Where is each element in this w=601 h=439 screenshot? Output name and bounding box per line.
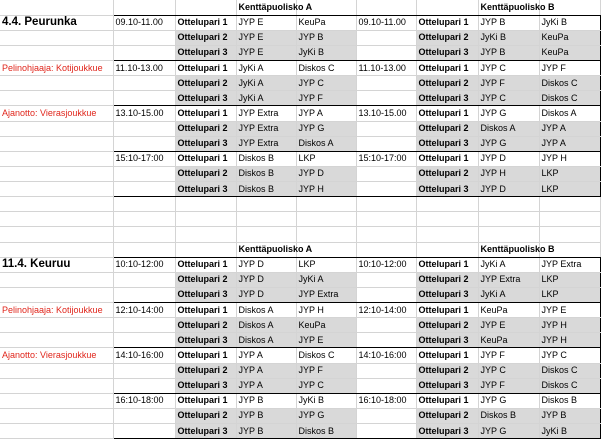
match-row xyxy=(0,424,600,439)
instructor-label: Pelinohjaaja: Kotijoukkue xyxy=(0,303,113,318)
match-pair-label: Ottelupari 1 xyxy=(416,348,478,363)
away-team: JyKi B xyxy=(539,15,600,30)
time-slot-a: 10:10-12:00 xyxy=(113,257,175,272)
match-row xyxy=(0,166,600,181)
match-pair-label: Ottelupari 1 xyxy=(175,151,236,166)
match-pair-label: Ottelupari 1 xyxy=(416,61,478,76)
empty-cell[interactable] xyxy=(478,227,539,242)
time-slot-b: 15:10-17:00 xyxy=(356,151,416,166)
empty-cell[interactable] xyxy=(236,197,296,212)
away-team: JYP A xyxy=(296,106,356,121)
empty-row xyxy=(0,197,600,212)
match-pair-label: Ottelupari 1 xyxy=(416,257,478,272)
field-b-header: Kenttäpuolisko B xyxy=(478,0,539,15)
empty-cell[interactable] xyxy=(416,0,478,15)
away-team: JYP G xyxy=(296,408,356,423)
home-team: KeuPa xyxy=(478,333,539,348)
away-team: JYP A xyxy=(539,136,600,151)
empty-cell xyxy=(356,378,416,393)
home-team: KeuPa xyxy=(478,303,539,318)
match-row xyxy=(0,257,600,272)
away-team: LKP xyxy=(296,151,356,166)
empty-cell[interactable] xyxy=(236,212,296,227)
empty-cell xyxy=(0,287,113,302)
empty-cell xyxy=(113,30,175,45)
match-pair-label: Ottelupari 3 xyxy=(175,136,236,151)
match-pair-label: Ottelupari 2 xyxy=(416,408,478,423)
time-slot-a: 14:10-16:00 xyxy=(113,348,175,363)
empty-cell[interactable] xyxy=(478,197,539,212)
empty-cell xyxy=(0,151,113,166)
match-row xyxy=(0,318,600,333)
match-pair-label: Ottelupari 1 xyxy=(175,106,236,121)
empty-cell[interactable] xyxy=(356,212,416,227)
home-team: JYP Extra xyxy=(236,136,296,151)
match-row xyxy=(0,363,600,378)
empty-cell xyxy=(113,136,175,151)
match-pair-label: Ottelupari 3 xyxy=(416,424,478,439)
empty-cell[interactable] xyxy=(356,0,416,15)
empty-cell[interactable] xyxy=(539,212,600,227)
empty-cell[interactable] xyxy=(0,197,113,212)
empty-cell xyxy=(356,287,416,302)
time-slot-a: 12:10-14:00 xyxy=(113,303,175,318)
match-pair-label: Ottelupari 2 xyxy=(416,166,478,181)
match-pair-label: Ottelupari 1 xyxy=(416,151,478,166)
match-row xyxy=(0,408,600,423)
away-team: Diskos B xyxy=(539,393,600,408)
home-team: JYP H xyxy=(478,166,539,181)
empty-cell[interactable] xyxy=(175,0,236,15)
empty-row xyxy=(0,227,600,242)
match-pair-label: Ottelupari 3 xyxy=(175,333,236,348)
match-pair-label: Ottelupari 2 xyxy=(416,30,478,45)
away-team: JYP G xyxy=(296,121,356,136)
empty-cell xyxy=(113,121,175,136)
match-pair-label: Ottelupari 1 xyxy=(175,61,236,76)
away-team: KeuPa xyxy=(539,45,600,60)
match-pair-label: Ottelupari 1 xyxy=(416,303,478,318)
match-row xyxy=(0,45,600,60)
empty-cell xyxy=(113,333,175,348)
match-pair-label: Ottelupari 3 xyxy=(175,182,236,197)
home-team: JYP G xyxy=(478,393,539,408)
empty-cell xyxy=(356,182,416,197)
away-team: Diskos A xyxy=(296,136,356,151)
home-team: JYP D xyxy=(478,151,539,166)
away-team: KeuPa xyxy=(296,318,356,333)
empty-cell[interactable] xyxy=(356,242,416,257)
empty-cell[interactable] xyxy=(0,242,113,257)
match-row xyxy=(0,106,600,121)
empty-cell[interactable] xyxy=(478,212,539,227)
away-team: JYP B xyxy=(539,408,600,423)
away-team: Diskos B xyxy=(296,424,356,439)
away-team: JYP C xyxy=(296,378,356,393)
home-team: JYP E xyxy=(236,15,296,30)
match-pair-label: Ottelupari 2 xyxy=(175,408,236,423)
empty-cell xyxy=(0,136,113,151)
empty-cell[interactable] xyxy=(113,227,175,242)
empty-cell xyxy=(356,408,416,423)
home-team: JYP G xyxy=(478,136,539,151)
home-team: JyKi A xyxy=(478,257,539,272)
empty-row xyxy=(0,212,600,227)
empty-cell xyxy=(0,76,113,91)
home-team: JYP E xyxy=(236,45,296,60)
match-pair-label: Ottelupari 3 xyxy=(416,333,478,348)
match-pair-label: Ottelupari 1 xyxy=(416,15,478,30)
empty-cell xyxy=(356,424,416,439)
match-row xyxy=(0,333,600,348)
time-slot-b: 14:10-16:00 xyxy=(356,348,416,363)
away-team: JYP F xyxy=(296,363,356,378)
empty-cell xyxy=(0,363,113,378)
empty-cell xyxy=(113,45,175,60)
empty-cell xyxy=(0,30,113,45)
away-team: Diskos C xyxy=(539,76,600,91)
empty-cell xyxy=(0,272,113,287)
empty-cell[interactable] xyxy=(416,197,478,212)
away-team: Diskos C xyxy=(539,378,600,393)
match-row xyxy=(0,121,600,136)
home-team: Diskos A xyxy=(236,303,296,318)
field-header-row xyxy=(0,0,600,15)
empty-cell xyxy=(0,182,113,197)
home-team: JYP G xyxy=(478,106,539,121)
empty-cell[interactable] xyxy=(356,197,416,212)
match-pair-label: Ottelupari 1 xyxy=(416,393,478,408)
empty-cell xyxy=(0,378,113,393)
match-row xyxy=(0,393,600,408)
away-team: Diskos C xyxy=(296,61,356,76)
empty-cell[interactable] xyxy=(539,197,600,212)
match-pair-label: Ottelupari 1 xyxy=(175,303,236,318)
away-team: JYP Extra xyxy=(296,287,356,302)
away-team: Diskos A xyxy=(539,106,600,121)
match-pair-label: Ottelupari 3 xyxy=(416,378,478,393)
home-team: JYP C xyxy=(478,91,539,106)
away-team: JYP Extra xyxy=(539,257,600,272)
away-team: JyKi B xyxy=(539,424,600,439)
section-title: 11.4. Keuruu xyxy=(0,257,113,272)
empty-cell[interactable] xyxy=(296,227,356,242)
home-team: JYP Extra xyxy=(236,106,296,121)
match-row xyxy=(0,303,600,318)
match-pair-label: Ottelupari 2 xyxy=(175,76,236,91)
home-team: JYP B xyxy=(478,15,539,30)
empty-cell xyxy=(113,287,175,302)
empty-cell[interactable] xyxy=(113,197,175,212)
home-team: Diskos A xyxy=(236,333,296,348)
empty-cell xyxy=(356,91,416,106)
match-row xyxy=(0,76,600,91)
empty-cell xyxy=(113,363,175,378)
home-team: JYP E xyxy=(478,318,539,333)
empty-cell[interactable] xyxy=(113,0,175,15)
match-pair-label: Ottelupari 1 xyxy=(175,393,236,408)
home-team: JYP F xyxy=(478,378,539,393)
away-team: KeuPa xyxy=(296,15,356,30)
home-team: JYP A xyxy=(236,348,296,363)
field-header-row xyxy=(0,242,600,257)
match-row xyxy=(0,91,600,106)
empty-cell xyxy=(0,91,113,106)
empty-cell xyxy=(113,91,175,106)
match-row xyxy=(0,61,600,76)
field-a-header: Kenttäpuolisko A xyxy=(236,0,296,15)
time-slot-a: 11.10-13.00 xyxy=(113,61,175,76)
away-team: LKP xyxy=(539,287,600,302)
match-pair-label: Ottelupari 2 xyxy=(175,318,236,333)
away-team: JYP F xyxy=(539,61,600,76)
time-slot-b: 13.10-15.00 xyxy=(356,106,416,121)
timekeeping-label: Ajanotto: Vierasjoukkue xyxy=(0,106,113,121)
time-slot-a: 09.10-11.00 xyxy=(113,15,175,30)
empty-cell xyxy=(0,424,113,439)
empty-cell xyxy=(356,136,416,151)
empty-cell xyxy=(356,333,416,348)
match-pair-label: Ottelupari 2 xyxy=(175,166,236,181)
away-team: JYP H xyxy=(539,151,600,166)
away-team: JYP F xyxy=(296,91,356,106)
match-pair-label: Ottelupari 1 xyxy=(416,106,478,121)
away-team: JYP C xyxy=(539,348,600,363)
time-slot-b: 10:10-12:00 xyxy=(356,257,416,272)
empty-cell[interactable] xyxy=(113,242,175,257)
home-team: JYP B xyxy=(236,424,296,439)
match-pair-label: Ottelupari 2 xyxy=(175,121,236,136)
match-pair-label: Ottelupari 2 xyxy=(416,318,478,333)
home-team: JyKi A xyxy=(478,287,539,302)
match-pair-label: Ottelupari 3 xyxy=(175,91,236,106)
match-pair-label: Ottelupari 1 xyxy=(175,257,236,272)
home-team: JYP A xyxy=(236,378,296,393)
home-team: JYP C xyxy=(478,61,539,76)
empty-cell xyxy=(0,318,113,333)
match-pair-label: Ottelupari 2 xyxy=(175,272,236,287)
time-slot-a: 15:10-17:00 xyxy=(113,151,175,166)
match-pair-label: Ottelupari 3 xyxy=(175,378,236,393)
empty-cell xyxy=(113,378,175,393)
away-team: JYP E xyxy=(539,303,600,318)
home-team: JYP A xyxy=(236,363,296,378)
time-slot-b: 11.10-13.00 xyxy=(356,61,416,76)
away-team: Diskos C xyxy=(539,91,600,106)
away-team: KeuPa xyxy=(539,30,600,45)
away-team: JYP H xyxy=(296,303,356,318)
match-row xyxy=(0,348,600,363)
away-team: Diskos C xyxy=(539,363,600,378)
match-row xyxy=(0,378,600,393)
time-slot-b: 12:10-14:00 xyxy=(356,303,416,318)
home-team: JyKi A xyxy=(236,76,296,91)
time-slot-b: 09.10-11.00 xyxy=(356,15,416,30)
empty-cell[interactable] xyxy=(539,227,600,242)
away-team: LKP xyxy=(296,257,356,272)
match-pair-label: Ottelupari 2 xyxy=(175,363,236,378)
match-pair-label: Ottelupari 3 xyxy=(416,287,478,302)
home-team: JYP F xyxy=(478,76,539,91)
empty-cell xyxy=(356,121,416,136)
empty-cell xyxy=(356,30,416,45)
match-pair-label: Ottelupari 2 xyxy=(416,363,478,378)
match-row xyxy=(0,151,600,166)
match-pair-label: Ottelupari 2 xyxy=(416,272,478,287)
empty-cell[interactable] xyxy=(296,212,356,227)
home-team: JYP B xyxy=(236,393,296,408)
empty-cell[interactable] xyxy=(0,212,113,227)
match-pair-label: Ottelupari 2 xyxy=(416,76,478,91)
home-team: JYP D xyxy=(236,287,296,302)
home-team: JYP D xyxy=(236,272,296,287)
home-team: JYP D xyxy=(236,257,296,272)
empty-cell[interactable] xyxy=(175,242,236,257)
home-team: JYP Extra xyxy=(478,272,539,287)
instructor-label: Pelinohjaaja: Kotijoukkue xyxy=(0,61,113,76)
home-team: Diskos A xyxy=(236,318,296,333)
away-team: JYP B xyxy=(296,30,356,45)
home-team: JYP D xyxy=(478,182,539,197)
away-team: JyKi A xyxy=(296,272,356,287)
away-team: Diskos C xyxy=(296,348,356,363)
empty-cell[interactable] xyxy=(113,212,175,227)
home-team: JYP B xyxy=(236,408,296,423)
match-pair-label: Ottelupari 3 xyxy=(175,424,236,439)
timekeeping-label: Ajanotto: Vierasjoukkue xyxy=(0,348,113,363)
empty-cell xyxy=(113,166,175,181)
empty-cell[interactable] xyxy=(416,212,478,227)
home-team: JYP B xyxy=(478,45,539,60)
empty-cell xyxy=(113,272,175,287)
empty-cell xyxy=(356,76,416,91)
field-a-header: Kenttäpuolisko A xyxy=(236,242,296,257)
empty-cell[interactable] xyxy=(175,227,236,242)
empty-cell xyxy=(113,424,175,439)
match-row xyxy=(0,15,600,30)
away-team: JYP H xyxy=(296,182,356,197)
match-pair-label: Ottelupari 3 xyxy=(175,287,236,302)
empty-cell xyxy=(113,408,175,423)
away-team: JYP C xyxy=(296,76,356,91)
home-team: Diskos B xyxy=(236,182,296,197)
empty-cell[interactable] xyxy=(416,227,478,242)
match-row xyxy=(0,30,600,45)
home-team: JyKi B xyxy=(478,30,539,45)
match-row xyxy=(0,287,600,302)
match-row xyxy=(0,136,600,151)
empty-cell[interactable] xyxy=(356,227,416,242)
home-team: JYP C xyxy=(478,363,539,378)
match-row xyxy=(0,272,600,287)
field-b-header: Kenttäpuolisko B xyxy=(478,242,539,257)
empty-cell[interactable] xyxy=(416,242,478,257)
away-team: JYP H xyxy=(539,333,600,348)
empty-cell xyxy=(0,333,113,348)
home-team: JYP F xyxy=(478,348,539,363)
match-pair-label: Ottelupari 3 xyxy=(416,182,478,197)
empty-cell[interactable] xyxy=(175,197,236,212)
match-pair-label: Ottelupari 3 xyxy=(416,45,478,60)
home-team: JyKi A xyxy=(236,61,296,76)
match-pair-label: Ottelupari 3 xyxy=(175,45,236,60)
empty-cell xyxy=(113,318,175,333)
empty-cell xyxy=(356,45,416,60)
match-pair-label: Ottelupari 1 xyxy=(175,15,236,30)
away-team: JyKi B xyxy=(296,45,356,60)
empty-cell xyxy=(0,166,113,181)
home-team: JYP G xyxy=(478,424,539,439)
empty-cell[interactable] xyxy=(296,197,356,212)
match-pair-label: Ottelupari 1 xyxy=(175,348,236,363)
match-pair-label: Ottelupari 2 xyxy=(416,121,478,136)
match-row xyxy=(0,182,600,197)
match-pair-label: Ottelupari 3 xyxy=(416,91,478,106)
home-team: Diskos B xyxy=(236,166,296,181)
away-team: JYP A xyxy=(539,121,600,136)
away-team: LKP xyxy=(539,182,600,197)
empty-cell xyxy=(356,166,416,181)
time-slot-a: 13.10-15.00 xyxy=(113,106,175,121)
home-team: Diskos B xyxy=(236,151,296,166)
home-team: Diskos A xyxy=(478,121,539,136)
empty-cell[interactable] xyxy=(175,212,236,227)
away-team: JYP D xyxy=(296,166,356,181)
empty-cell xyxy=(356,318,416,333)
empty-cell xyxy=(0,121,113,136)
away-team: JYP E xyxy=(296,333,356,348)
section-title: 4.4. Peurunka xyxy=(0,15,113,30)
empty-cell xyxy=(0,408,113,423)
empty-cell[interactable] xyxy=(0,227,113,242)
empty-cell[interactable] xyxy=(0,0,113,15)
empty-cell xyxy=(356,363,416,378)
home-team: JYP Extra xyxy=(236,121,296,136)
empty-cell xyxy=(356,272,416,287)
away-team: LKP xyxy=(539,166,600,181)
empty-cell xyxy=(0,393,113,408)
home-team: Diskos B xyxy=(478,408,539,423)
empty-cell[interactable] xyxy=(236,227,296,242)
time-slot-b: 16:10-18:00 xyxy=(356,393,416,408)
home-team: JYP E xyxy=(236,30,296,45)
empty-cell xyxy=(113,182,175,197)
match-pair-label: Ottelupari 3 xyxy=(416,136,478,151)
away-team: JyKi B xyxy=(296,393,356,408)
away-team: JYP H xyxy=(539,318,600,333)
away-team: LKP xyxy=(539,272,600,287)
empty-cell xyxy=(0,45,113,60)
time-slot-a: 16:10-18:00 xyxy=(113,393,175,408)
match-pair-label: Ottelupari 2 xyxy=(175,30,236,45)
empty-cell xyxy=(113,76,175,91)
home-team: JyKi A xyxy=(236,91,296,106)
